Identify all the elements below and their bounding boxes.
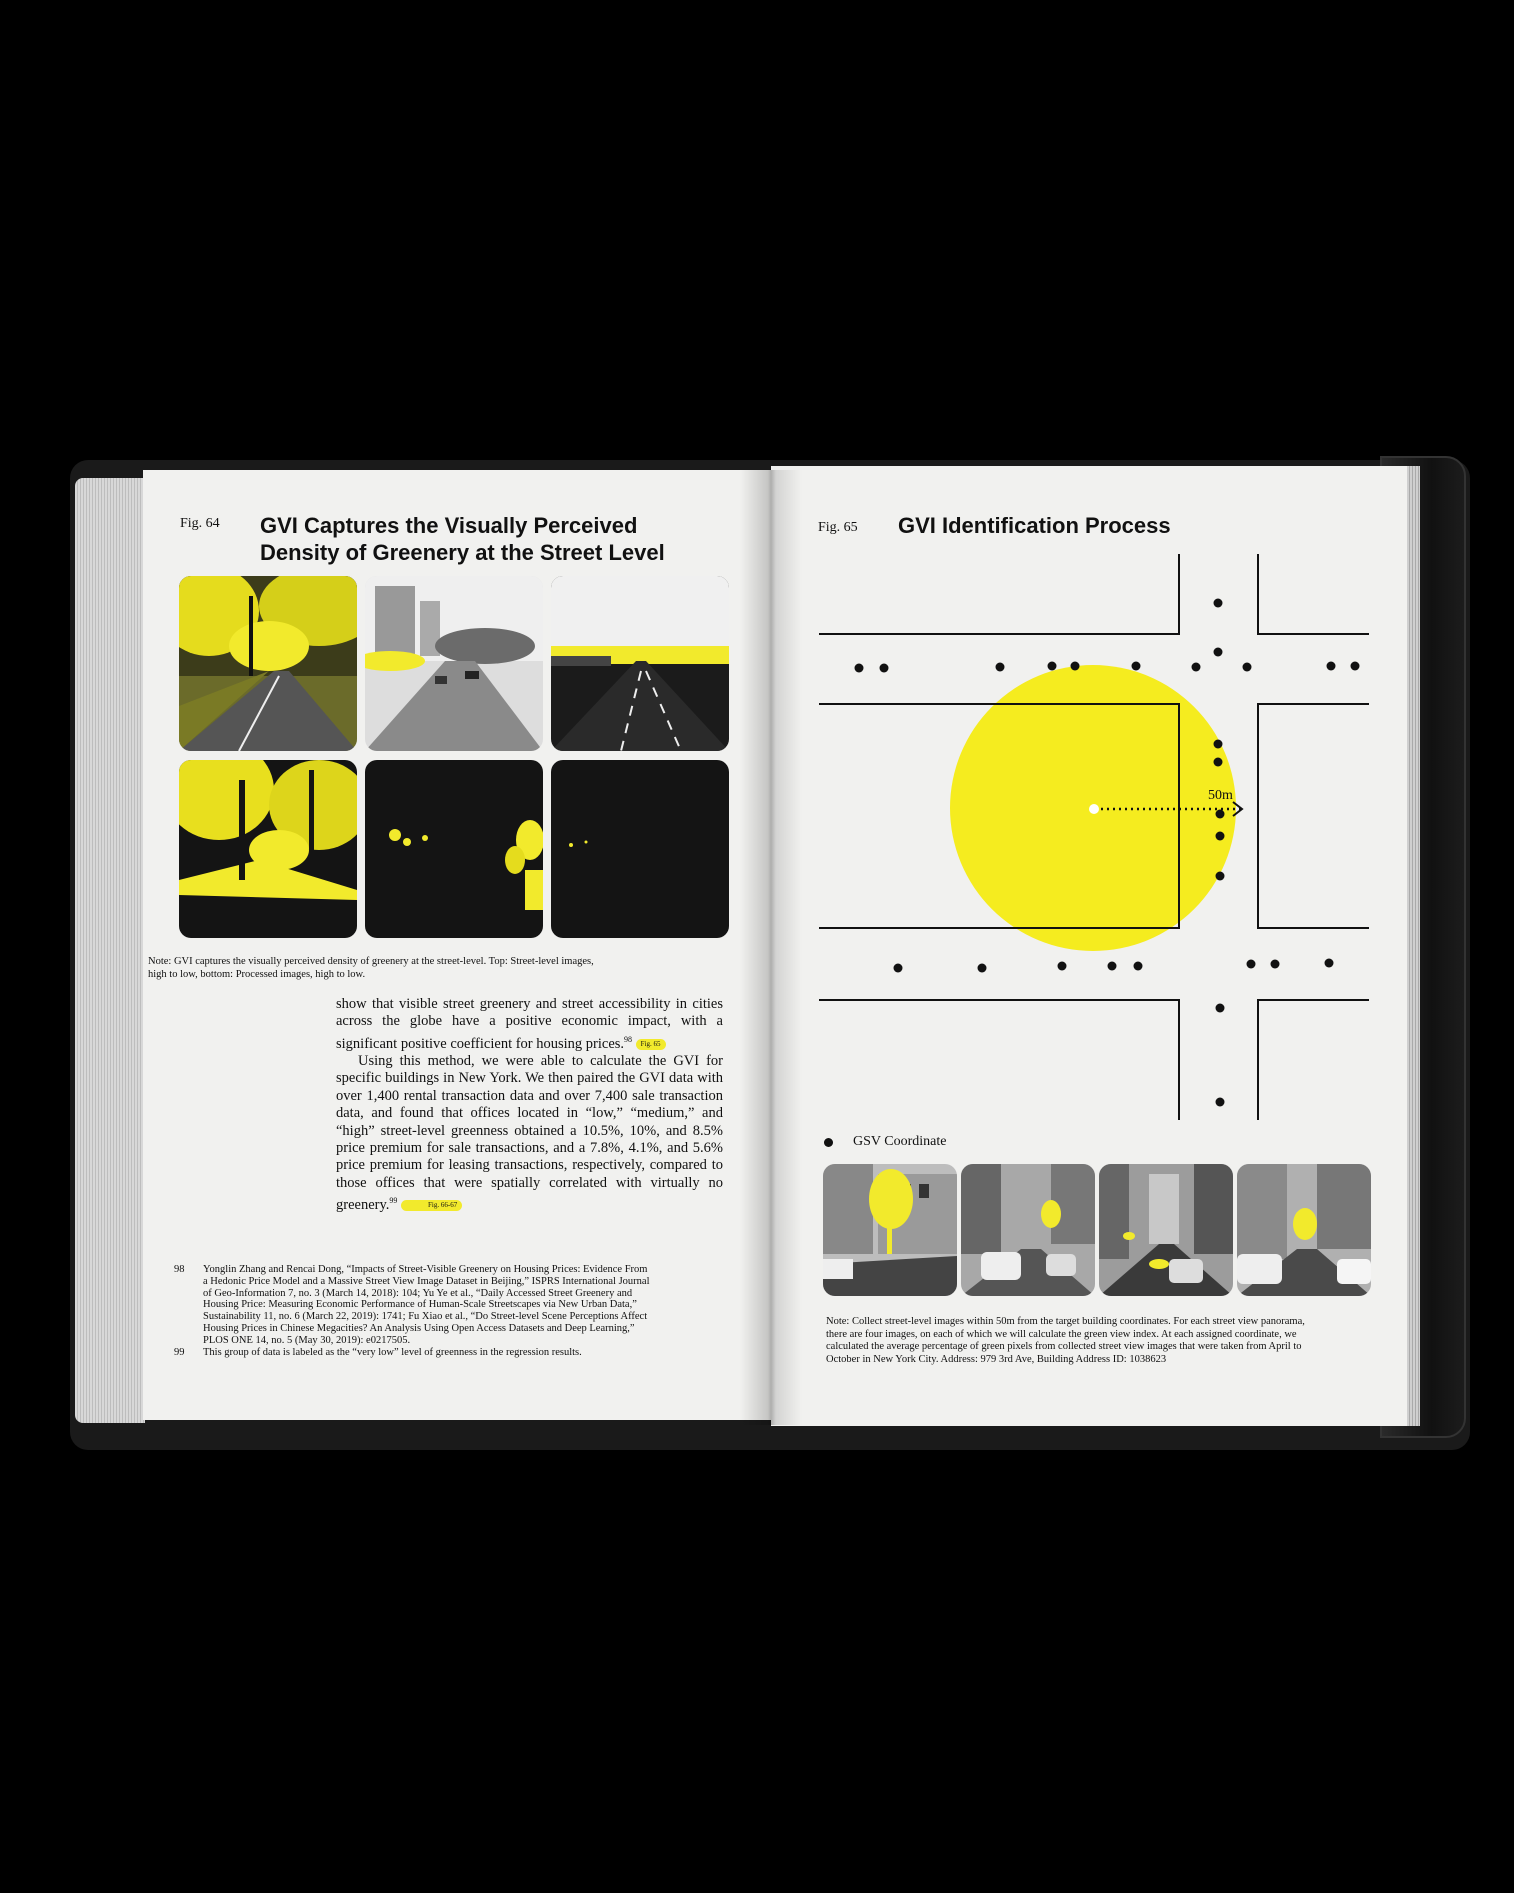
footnote-line: PLOS ONE 14, no. 5 (May 30, 2019): e0217505. bbox=[203, 1334, 411, 1346]
street-view-image-3 bbox=[1099, 1164, 1233, 1296]
footnote-number: 98 bbox=[174, 1264, 185, 1275]
street-view-image-2 bbox=[961, 1164, 1095, 1296]
fig-66-67-reference-tag[interactable]: Fig. 66-67 bbox=[401, 1200, 462, 1211]
body-paragraph-1 bbox=[336, 996, 723, 1053]
gsv-coordinate-dot-icon bbox=[824, 1138, 833, 1147]
body-paragraph-1-text: show that visible street greenery and street accessibility in cities across the globe have a positive economic impact, with a significant positive coefficient for housing prices. bbox=[336, 996, 723, 1052]
footnote-line: of Geo-Information 7, no. 3 (March 14, 2018): 104; Yu Ye et al., “Daily Accessed Street Greenery and bbox=[203, 1287, 633, 1299]
gvi-identification-diagram bbox=[771, 466, 1407, 1166]
processed-image-low bbox=[551, 760, 729, 938]
block-edge-top-right bbox=[1258, 554, 1369, 634]
radius-label: 50m bbox=[1208, 788, 1233, 803]
fig-65-note-line: Note: Collect street-level images within 50m from the target building coordinates. For each street view panorama, bbox=[826, 1316, 1305, 1327]
left-page bbox=[143, 470, 771, 1420]
fig-64-label: Fig. 64 bbox=[180, 516, 220, 531]
footnote-line: Yonglin Zhang and Rencai Dong, “Impacts of Street-Visible Greenery on Housing Prices: Evidence From bbox=[203, 1264, 648, 1275]
fig-65-label: Fig. 65 bbox=[818, 520, 858, 535]
body-paragraph-2-text: Using this method, we were able to calculate the GVI for specific buildings in New York. We then paired the GVI data with over 1,400 rental transaction data and over 7,400 sale transaction data, and found that offices located in “low,” “medium,” and “high” street-level greenness obtained a 10.5%, 10%, and 8.5% price premium for sale transactions, and a 7.8%, 4.1%, and 5.6% price premium for leasing transactions, respectively, compared to those offices that were spatially correlated with virtually no greenery. bbox=[336, 1053, 723, 1214]
block-edge-bottom-right bbox=[1258, 1000, 1369, 1120]
footnote-line: Sustainability 11, no. 6 (March 22, 2019): 1741; Fu Xiao et al., “Do Street-level Scene Perceptions Affect bbox=[203, 1311, 648, 1323]
footnote-text bbox=[203, 1347, 582, 1359]
footnote-98 bbox=[174, 1264, 754, 1347]
street-image-high-2 bbox=[365, 576, 543, 751]
processed-image-high bbox=[179, 760, 357, 938]
page-edges-left bbox=[75, 478, 145, 1423]
fig-64-note-line2: high to low, bottom: Processed images, high to low. bbox=[148, 968, 366, 980]
fig-64-title-line1: GVI Captures the Visually Perceived bbox=[260, 513, 638, 538]
legend bbox=[824, 1134, 946, 1150]
footnote-ref-99[interactable]: 99 bbox=[389, 1196, 398, 1206]
block-edge-bottom-left bbox=[819, 1000, 1179, 1120]
body-paragraph-2 bbox=[336, 1053, 723, 1214]
fig-65-note-line: calculated the average percentage of green pixels from collected street view images that were taken from April to bbox=[826, 1341, 1302, 1352]
block-edge-right bbox=[1258, 704, 1369, 928]
footnote-line: Housing Price: Measuring Economic Performance of Human-Scale Streetscapes via New Urban Data,” bbox=[203, 1299, 637, 1311]
street-view-image-4 bbox=[1237, 1164, 1371, 1296]
footnote-99 bbox=[174, 1347, 754, 1359]
footnote-line: This group of data is labeled as the “very low” level of greenness in the regression results. bbox=[203, 1346, 582, 1358]
target-building-coordinate bbox=[1089, 804, 1099, 814]
fig-65-title: GVI Identification Process bbox=[898, 513, 1171, 538]
footnote-line: a Hedonic Price Model and a Massive Street View Image Dataset in Beijing,” ISPRS International Journal bbox=[203, 1275, 650, 1287]
street-view-image-1 bbox=[823, 1164, 957, 1296]
fig-64-note bbox=[148, 956, 748, 981]
footnote-line: Housing Prices in Chinese Megacities? An Analysis Using Open Access Datasets and Deep Learning,” bbox=[203, 1322, 635, 1334]
footnote-ref-98[interactable]: 98 bbox=[624, 1034, 633, 1044]
fig-65-reference-tag[interactable]: Fig. 65 bbox=[636, 1039, 666, 1050]
street-image-high-1 bbox=[179, 576, 357, 751]
street-image-high-3 bbox=[551, 576, 729, 751]
legend-label: GSV Coordinate bbox=[853, 1134, 947, 1149]
block-edge-top-left bbox=[819, 554, 1179, 634]
footnote-text bbox=[203, 1264, 650, 1347]
body-text bbox=[336, 996, 723, 1215]
footnote-number: 99 bbox=[174, 1346, 185, 1358]
footnotes bbox=[174, 1264, 754, 1358]
fig-65-note bbox=[826, 1316, 1396, 1366]
fig-65-note-line: there are four images, on each of which we will calculate the green view index. At each assigned coordinate, we bbox=[826, 1328, 1297, 1340]
fig-64-title-line2: Density of Greenery at the Street Level bbox=[260, 540, 665, 565]
fig-65-note-line: October in New York City. Address: 979 3rd Ave, Building Address ID: 1038623 bbox=[826, 1353, 1167, 1365]
fig-64-title bbox=[260, 512, 665, 566]
fig-64-note-line1: Note: GVI captures the visually perceived density of greenery at the street-level. Top: Street-level images, bbox=[148, 956, 594, 967]
processed-image-medium bbox=[365, 760, 543, 938]
right-page bbox=[771, 466, 1407, 1426]
